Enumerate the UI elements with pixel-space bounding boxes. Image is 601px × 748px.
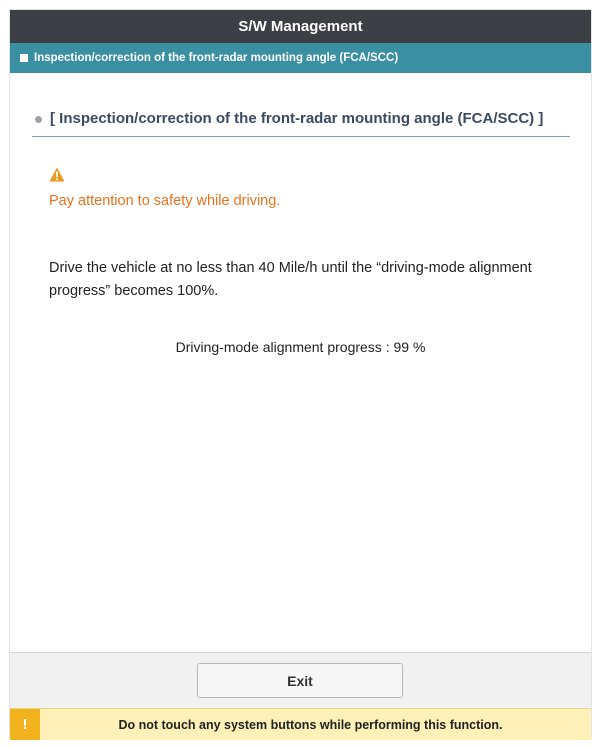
sw-management-window: [9, 9, 592, 739]
section-heading: [32, 110, 570, 137]
section-heading-text: [ Inspection/correction of the front-radar mounting angle (FCA/SCC) ]: [50, 110, 544, 127]
instruction-text: Drive the vehicle at no less than 40 Mile/h until the “driving-mode alignment progress” becomes 100%.: [49, 260, 532, 299]
function-header-bar: [10, 43, 591, 73]
window-title: S/W Management: [238, 18, 363, 35]
footer-bar: [10, 652, 591, 709]
function-title: Inspection/correction of the front-radar mounting angle (FCA/SCC): [34, 52, 399, 64]
bullet-dot-icon: [35, 116, 42, 123]
exclamation-symbol: !: [22, 716, 28, 733]
safety-warning-text: Pay attention to safety while driving.: [49, 193, 281, 209]
exit-button[interactable]: [197, 663, 403, 698]
alignment-progress-label: Driving-mode alignment progress : 99 %: [175, 339, 426, 355]
warning-triangle-icon: [49, 167, 65, 182]
window-title-bar: [10, 10, 591, 43]
notice-bar: [10, 708, 591, 740]
square-bullet-icon: [20, 54, 28, 62]
exit-button-label: Exit: [287, 672, 313, 689]
exclamation-icon: [10, 709, 40, 740]
notice-message: Do not touch any system buttons while performing this function.: [118, 717, 503, 732]
